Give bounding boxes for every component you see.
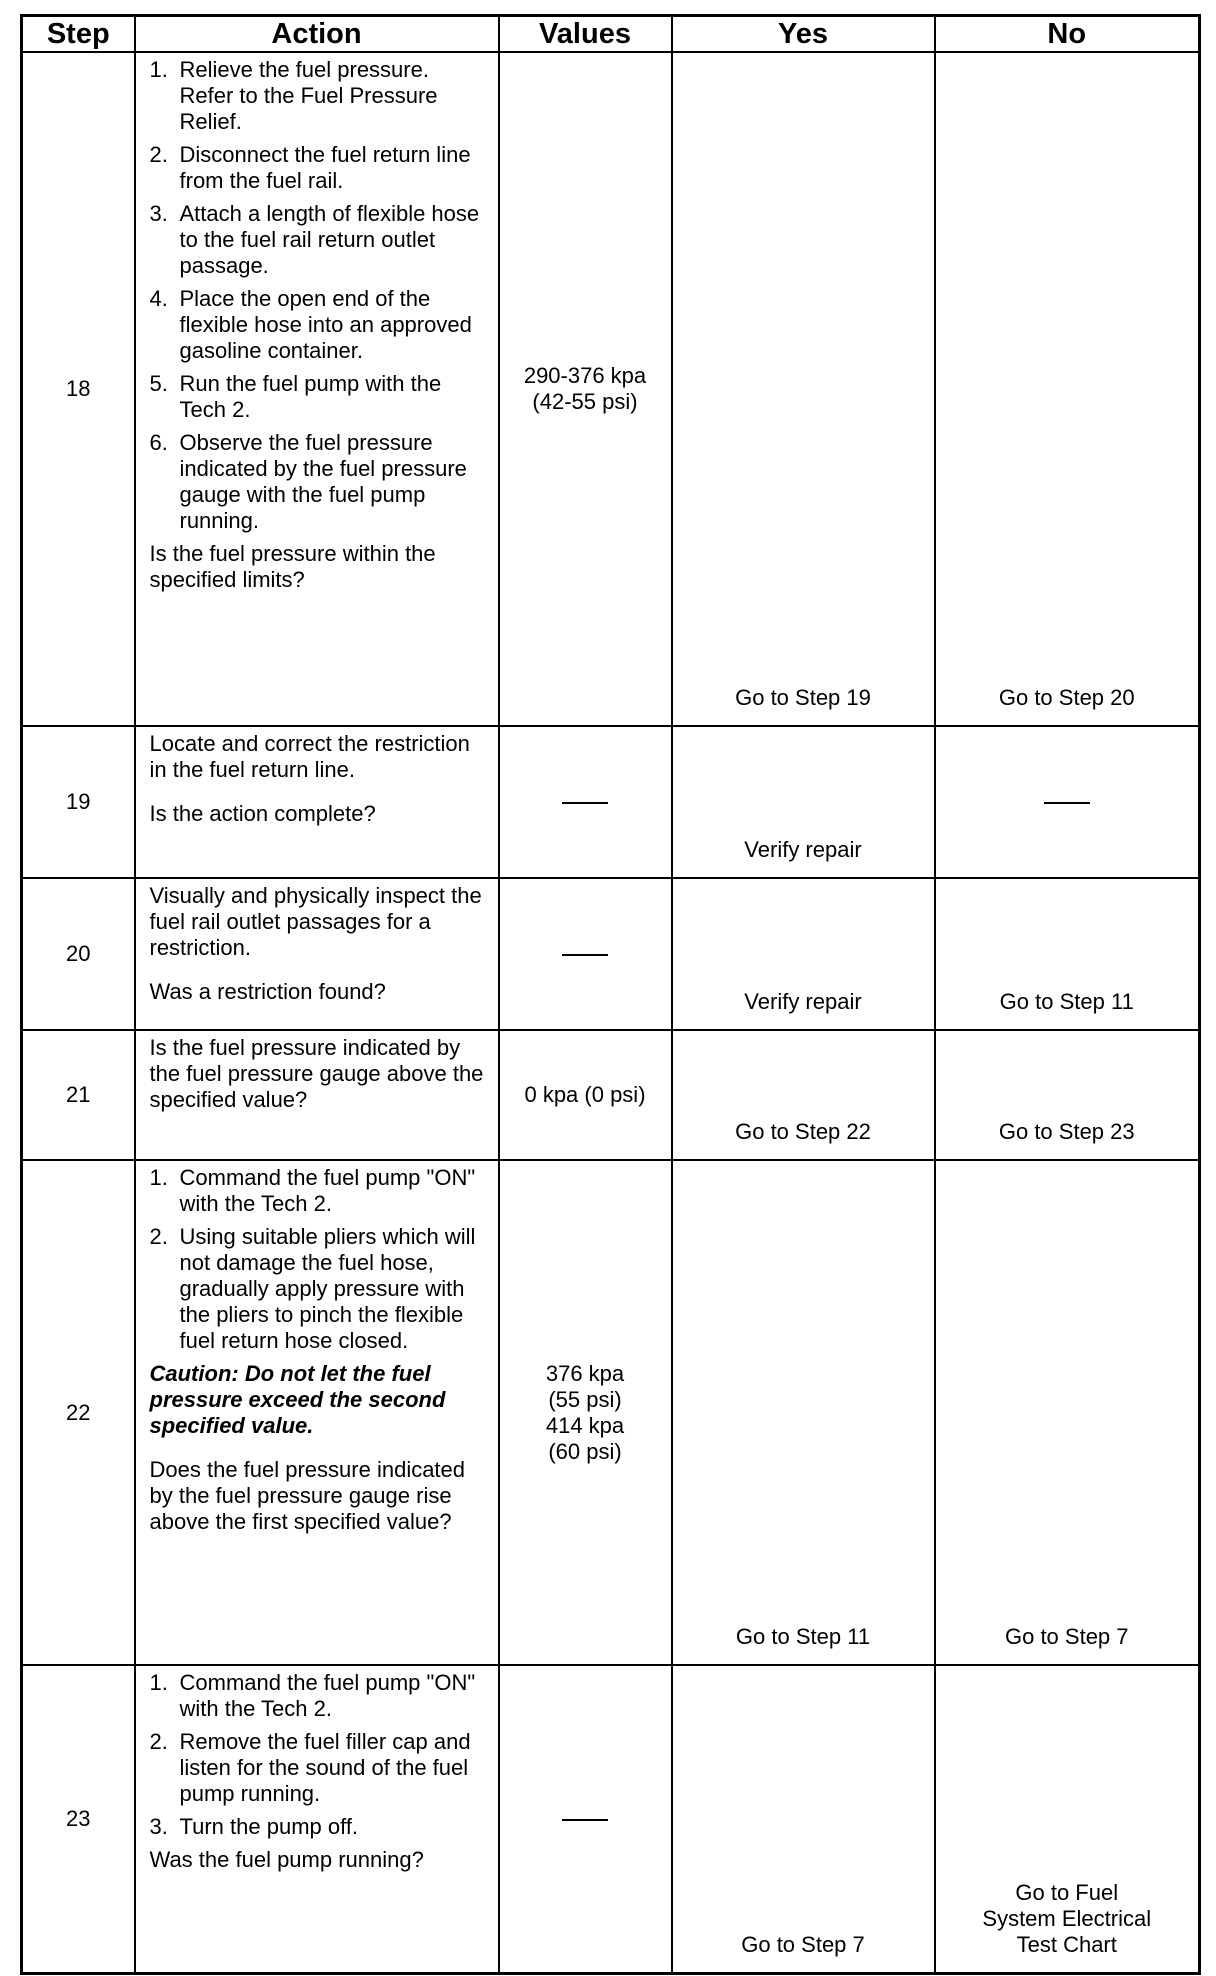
action-step: 6. Observe the fuel pressure indicated by the fuel pressure gauge with the fuel pump running.: [149, 430, 467, 533]
action-cell: [135, 1665, 499, 1973]
yes-cell: Go to Step 22: [672, 1030, 935, 1160]
table-row-step-18: [22, 52, 1200, 726]
step-number: 20: [22, 878, 135, 1030]
no-cell: Go to Step 23: [935, 1030, 1200, 1160]
na-dash: [562, 802, 608, 804]
action-question: Is the fuel pressure within the specified limits?: [149, 541, 436, 592]
action-step: 1. Command the fuel pump "ON" with the Tech 2.: [149, 1670, 476, 1721]
values-cell: [499, 1665, 672, 1973]
diagnostic-table: [20, 14, 1201, 1975]
na-dash: [1044, 802, 1090, 804]
action-step: 2. Remove the fuel filler cap and listen for the sound of the fuel pump running.: [149, 1729, 471, 1806]
step-number: 22: [22, 1160, 135, 1665]
action-step: 2. Using suitable pliers which will not damage the fuel hose, gradually apply pressure with the pliers to pinch the flexible fuel return hose closed.: [149, 1224, 476, 1353]
action-step: 5. Run the fuel pump with the Tech 2.: [149, 371, 442, 422]
yes-cell: Go to Step 19: [672, 52, 935, 726]
action-step: 3. Attach a length of flexible hose to the fuel rail return outlet passage.: [149, 201, 480, 278]
table-row-step-22: [22, 1160, 1200, 1665]
yes-cell: Verify repair: [672, 878, 935, 1030]
action-question: Was the fuel pump running?: [149, 1847, 424, 1872]
action-cell: [135, 878, 499, 1030]
values-cell: [499, 726, 672, 878]
values-cell: 290-376 kpa (42-55 psi): [499, 52, 672, 726]
action-question: Is the action complete?: [149, 801, 376, 826]
action-text: Visually and physically inspect the fuel rail outlet passages for a restriction.: [149, 883, 482, 960]
action-step: 2. Disconnect the fuel return line from the fuel rail.: [149, 142, 471, 193]
no-cell: [935, 726, 1200, 878]
action-cell: [135, 726, 499, 878]
action-step: 4. Place the open end of the flexible hose into an approved gasoline container.: [149, 286, 472, 363]
header-step: Step: [22, 16, 135, 53]
action-question: Was a restriction found?: [149, 979, 386, 1004]
na-dash: [562, 954, 608, 956]
na-dash: [562, 1819, 608, 1821]
table-row-step-23: [22, 1665, 1200, 1973]
values-cell: [499, 878, 672, 1030]
step-number: 21: [22, 1030, 135, 1160]
values-cell: 376 kpa (55 psi) 414 kpa (60 psi): [499, 1160, 672, 1665]
yes-cell: Go to Step 11: [672, 1160, 935, 1665]
action-step: 1. Relieve the fuel pressure. Refer to the Fuel Pressure Relief.: [149, 57, 438, 134]
action-question: Does the fuel pressure indicated by the fuel pressure gauge rise above the first specified value?: [149, 1457, 466, 1534]
header-yes: Yes: [672, 16, 935, 53]
no-cell: Go to Step 11: [935, 878, 1200, 1030]
action-steps: [150, 57, 488, 534]
values-cell: 0 kpa (0 psi): [499, 1030, 672, 1160]
action-question: Is the fuel pressure indicated by the fuel pressure gauge above the specified value?: [149, 1035, 484, 1112]
header-action: Action: [135, 16, 499, 53]
table-header-row: [22, 16, 1200, 53]
header-values: Values: [499, 16, 672, 53]
step-number: 19: [22, 726, 135, 878]
action-cell: [135, 1160, 499, 1665]
header-no: No: [935, 16, 1200, 53]
yes-cell: Go to Step 7: [672, 1665, 935, 1973]
action-text: Locate and correct the restriction in the fuel return line.: [149, 731, 470, 782]
action-step: 3. Turn the pump off.: [149, 1814, 359, 1839]
action-steps: [150, 1165, 488, 1354]
no-cell: Go to Step 20: [935, 52, 1200, 726]
table-row-step-19: [22, 726, 1200, 878]
yes-cell: Verify repair: [672, 726, 935, 878]
action-cell: [135, 1030, 499, 1160]
step-number: 18: [22, 52, 135, 726]
table-row-step-20: [22, 878, 1200, 1030]
caution-note: Caution: Do not let the fuel pressure exceed the second specified value.: [149, 1361, 446, 1438]
step-number: 23: [22, 1665, 135, 1973]
action-steps: [150, 1670, 488, 1840]
action-step: 1. Command the fuel pump "ON" with the Tech 2.: [149, 1165, 476, 1216]
no-cell: Go to Step 7: [935, 1160, 1200, 1665]
no-cell: Go to Fuel System Electrical Test Chart: [935, 1665, 1200, 1973]
table-row-step-21: [22, 1030, 1200, 1160]
action-cell: [135, 52, 499, 726]
